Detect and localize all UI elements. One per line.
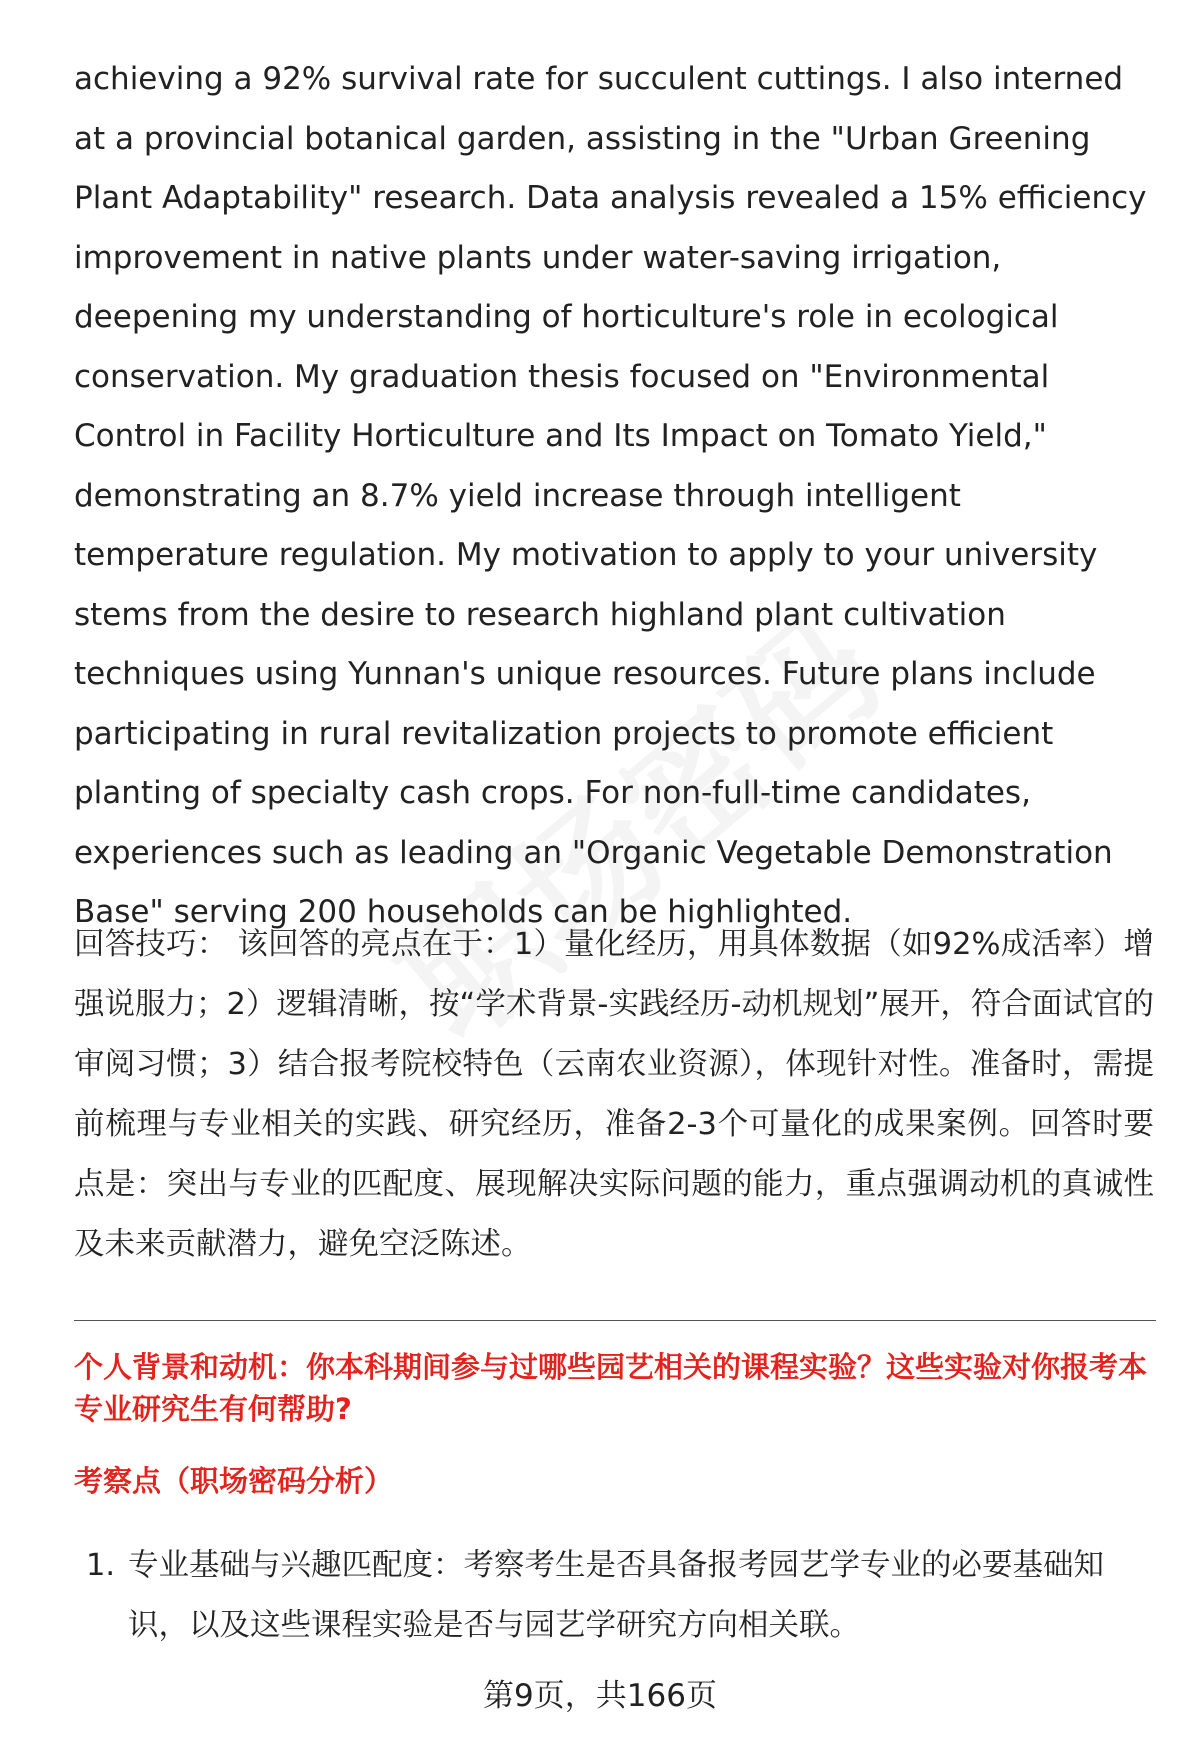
answer-english-paragraph: achieving a 92% survival rate for succulent cuttings. I also interned at a provincial botanical garden, assisting in the "Urban Greening Plant Adaptability" research. Data analysis revealed a 15% efficiency improvement in native plants under water-saving irrigation, deepening my understanding of horticulture's role in ecological conservation. My graduation thesis focused on "Environmental Control in Facility Horticulture and Its Impact on Tomato Yield," demonstrating an 8.7% yield increase through intelligent temperature regulation. My motivation to apply to your university stems from the desire to research highland plant cultivation techniques using Yunnan's unique resources. Future plans include participating in rural revitalization projects to promote efficient planting of specialty cash crops. For non-full-time candidates, experiences such as leading an "Organic Vegetable Demonstration Base" serving 200 households can be highlighted. xyxy=(74,61,1147,930)
section-divider xyxy=(74,1320,1156,1321)
list-item xyxy=(74,1536,1154,1656)
exam-point-heading: 考察点（职场密码分析） xyxy=(74,1464,394,1498)
list-item-text: 专业基础与兴趣匹配度：考察考生是否具备报考园艺学专业的必要基础知识，以及这些课程实验是否与园艺学研究方向相关联。 xyxy=(128,1548,1104,1643)
page-number-footer: 第9页，共166页 xyxy=(483,1678,717,1714)
list-item-number: 1. xyxy=(86,1548,116,1583)
question-heading: 个人背景和动机：你本科期间参与过哪些园艺相关的课程实验？这些实验对你报考本专业研究生有何帮助? xyxy=(74,1350,1148,1426)
answer-tips-paragraph: 回答技巧： 该回答的亮点在于：1）量化经历，用具体数据（如92%成活率）增强说服力；2）逻辑清晰，按“学术背景-实践经历-动机规划”展开，符合面试官的审阅习惯；3）结合报考院校特色（云南农业资源），体现针对性。准备时，需提前梳理与专业相关的实践、研究经历，准备2-3个可量化的成果案例。回答时要点是：突出与专业的匹配度、展现解决实际问题的能力，重点强调动机的真诚性及未来贡献潜力，避免空泛陈述。 xyxy=(74,927,1154,1262)
